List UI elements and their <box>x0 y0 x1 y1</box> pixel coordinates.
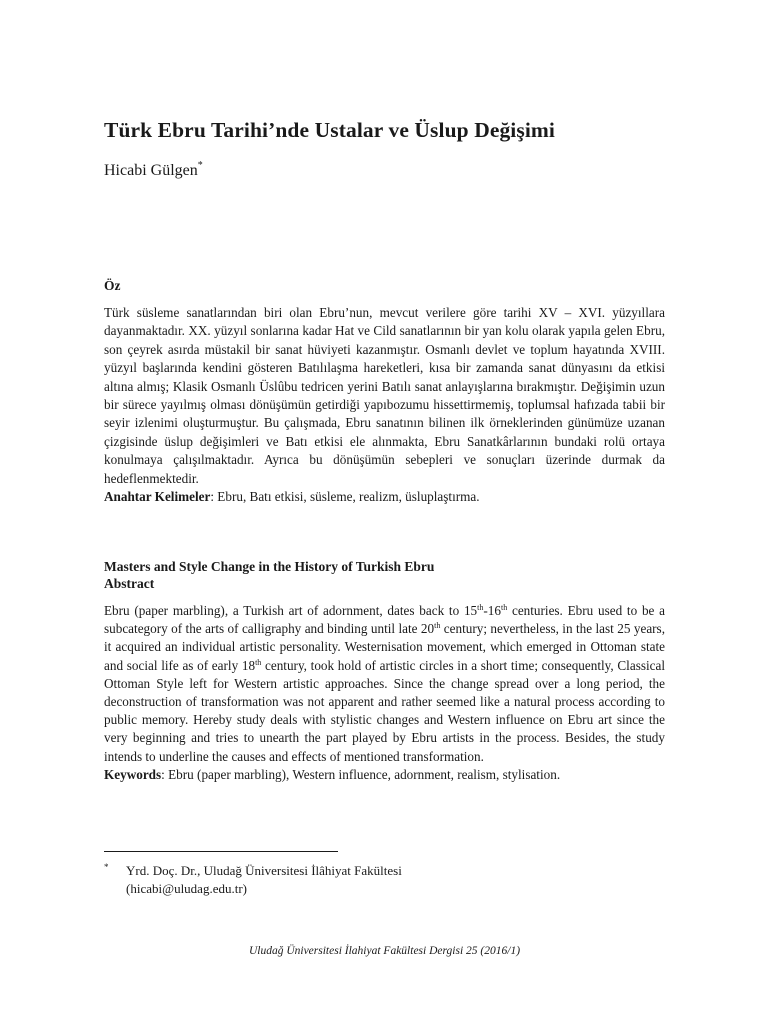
keywords-text: : Ebru (paper marbling), Western influence, adornment, realism, stylisation. <box>161 766 561 782</box>
abstract-heading: Abstract <box>104 576 155 591</box>
keywords-label: Keywords <box>104 766 162 782</box>
footnote-rule <box>104 851 338 852</box>
english-keywords <box>104 766 665 784</box>
abstract-text-5: century, took hold of artistic circles in a short time; consequently, Classical Ottoman Style left for Western artistic approaches. Since the change spread over a long period, the deconstruction of transformation was not apparent and rather seemed like a natural process according to public memory. Hereby study deals with stylistic changes and Western influence on Ebru art since the very beginning and tries to unearth the part played by Ebru artists in the process. Besides, the study intends to underline the causes and effects of mentioned transformation. <box>104 657 665 764</box>
footnote-mark: * <box>104 862 109 872</box>
author-footnote-mark: * <box>197 160 203 171</box>
abstract-text-2: -16 <box>483 603 501 618</box>
superscript-th: th <box>434 621 441 631</box>
author-name: Hicabi Gülgen <box>104 162 198 179</box>
oz-keywords-label: Anahtar Kelimeler <box>104 489 211 505</box>
footnote-affiliation: Yrd. Doç. Dr., Uludağ Üniversitesi İlâhiyat Fakültesi <box>126 863 402 878</box>
superscript-th: th <box>477 603 484 612</box>
journal-footer: Uludağ Üniversitesi İlahiyat Fakültesi Dergisi 25 (2016/1) <box>248 945 521 957</box>
abstract-text-1: Ebru (paper marbling), a Turkish art of adornment, dates back to 15 <box>104 603 478 618</box>
superscript-th: th <box>500 603 508 612</box>
superscript-th: th <box>255 657 262 667</box>
english-abstract <box>104 602 665 784</box>
oz-abstract <box>104 304 665 506</box>
oz-heading: Öz <box>104 278 121 293</box>
english-title: Masters and Style Change in the History of Turkish Ebru <box>104 559 435 574</box>
article-title: Türk Ebru Tarihi’nde Ustalar ve Üslup Değişimi <box>104 118 556 142</box>
footnote-email: (hicabi@uludag.edu.tr) <box>126 881 247 896</box>
abstract-paragraph <box>104 602 665 766</box>
abstract-text-3: centuries. Ebru used to be a subcategory of the arts of calligraphy and binding until late 20 <box>104 603 666 637</box>
oz-paragraph: Türk süsleme sanatlarından biri olan Ebru’nun, mevcut verilere göre tarihi XV – XVI. yüzyıllara dayanmaktadır. XX. yüzyıl sonlarına kadar Hat ve Cild sanatlarının bir yan kolu olarak yapıla gelen Ebru, son çeyrek asırda müstakil bir sanat hüviyeti kazanmıştır. Osmanlı devlet ve toplum hayatında XVIII. yüzyıl başlarında kendini gösteren Batılılaşma hareketleri, kısa bir zamanda sanat dünyasını da etkisi altına almış; Klasik Osmanlı Üslûbu tedricen yerini Batılı sanat anlayışlarına bırakmıştır. Değişimin uzun bir sürece yayılmış olması dönüşümün getirdiği yapıbozumu hissettirmemiş, toplumsal hafızada tabii bir seyir izlenimi oluşturmuştur. Bu çalışmada, Ebru sanatının bilinen ilk örneklerinden günümüze uzanan çizgisinde üslup değişimleri ve Batı etkisi ele alınmakta, Ebru Sanatkârlarının bundaki rolü ortaya konulmaya çalışılmaktadır. Ayrıca bu dönüşümün sebepleri ve sonuçları üzerinde durmak da hedeflenmektedir. <box>104 305 665 486</box>
abstract-text-4: century; nevertheless, in the last 25 years, it acquired an individual artistic personality. Westernisation movement, which emerged in Ottoman state and social life as of early 18 <box>104 621 665 673</box>
author-line <box>104 162 203 180</box>
oz-keywords-text: : Ebru, Batı etkisi, süsleme, realizm, üsluplaştırma. <box>210 489 480 505</box>
oz-keywords <box>104 488 665 506</box>
